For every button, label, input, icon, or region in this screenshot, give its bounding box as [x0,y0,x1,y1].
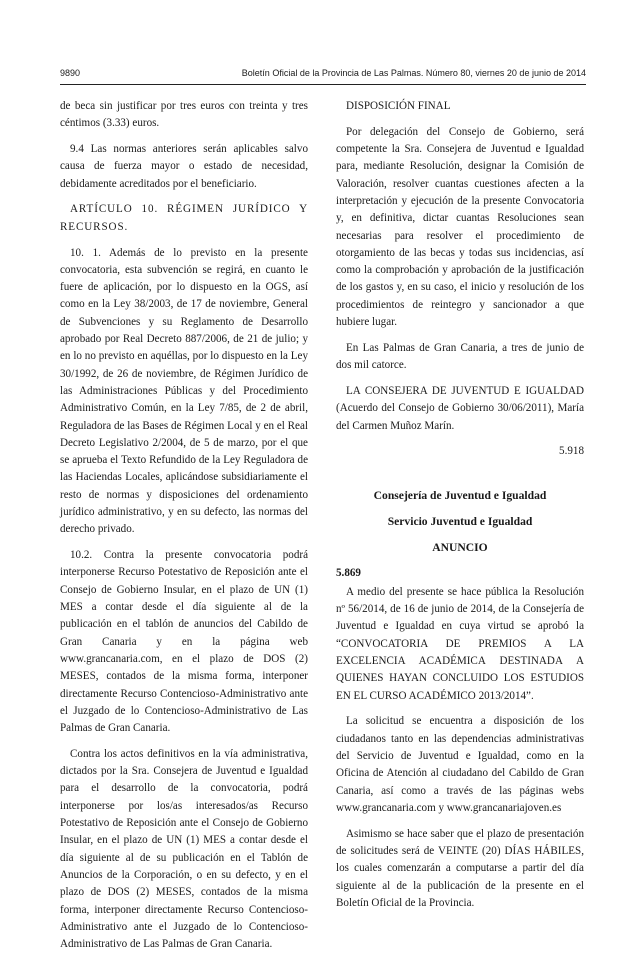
paragraph: 10. 1. Además de lo previsto en la presente convocatoria, esta subvención se regirá, en cuanto le fuere de aplicación, por lo dispuesto en la OGS, así como en la Ley 38/2003, de 17 de noviembre, General de Subvenciones y su Reglamento de Desarrollo aprobado por Real Decreto 887/2006, de 21 de julio; y en lo no previsto en aquéllas, por lo dispuesto en la Ley 30/1992, de 26 de noviembre, de Régimen Jurídico de las Administraciones Públicas y del Procedimiento Administrativo Común, en la Ley 7/85, de 2 de abril, Reguladora de las Bases de Régimen Local y en el Real Decreto Legislativo 2/2004, de 5 de marzo, por el que se aprueba el Texto Refundido de la Ley Reguladora de las Haciendas Locales, aplicándose subsidiariamente el resto de normas y disposiciones del ordenamiento jurídico administrativo, y en su defecto, las normas del derecho privado. [60,246,308,536]
service-title: Servicio Juventud e Igualdad [387,514,533,528]
right-column [336,98,584,921]
section-heading: DISPOSICIÓN FINAL [346,100,451,112]
paragraph: Asimismo se hace saber que el plazo de presentación de solicitudes será de VEINTE (20) DÍAS HÁBILES, los cuales comenzarán a computarse a partir del día siguiente al de la publicación de la presente en el Boletín Oficial de la Provincia. [336,827,584,909]
page-number: 9890 [60,68,81,78]
department-title: Consejería de Juventud e Igualdad [373,489,547,503]
paragraph: 10.2. Contra la presente convocatoria podrá interponerse Recurso Potestativo de Reposición ante el Consejo de Gobierno Insular, en el plazo de UN (1) MES a contar desde el día siguiente al de la publicación en el tablón de anuncios del Cabildo de Gran Canaria y en la página web www.grancanaria.com, en el plazo de DOS (2) MESES, contados de la misma forma, interponer directamente Recurso Contencioso-Administrativo ante el Juzgado de lo Contencioso-Administrativo de Las Palmas de Gran Canaria. [60,549,308,735]
paragraph: A medio del presente se hace pública la Resolución nº 56/2014, de 16 de junio de 2014, de la Consejería de Juventud e Igualdad en cuya virtud se aprobó la “CONVOCATORIA DE PREMIOS A LA EXCELENCIA ACADÉMICA DESTINADA A QUIENES HAYAN CONCLUIDO LOS ESTUDIOS EN EL CURSO ACADÉMICO 2013/2014”. [336,585,584,702]
running-title: Boletín Oficial de la Provincia de Las Palmas. Número 80, viernes 20 de junio de 2014 [241,68,586,78]
article-heading: ARTÍCULO 10. RÉGIMEN JURÍDICO Y RECURSOS. [60,203,308,233]
announcement-title: ANUNCIO [432,540,488,554]
paragraph: 9.4 Las normas anteriores serán aplicables salvo causa de fuerza mayor o estado de necesidad, debidamente acreditados por el beneficiario. [60,143,308,190]
page-header [60,60,586,84]
paragraph: de beca sin justificar por tres euros con treinta y tres céntimos (3.33) euros. [60,100,308,130]
paragraph: Contra los actos definitivos en la vía administrativa, dictados por la Sra. Consejera de Juventud e Igualdad para el desarrollo de la convocatoria, podrá interponerse por los/as interesados/as Recurso Potestativo de Reposición ante el Consejo de Gobierno Insular, en el plazo de UN (1) MES a contar desde el día siguiente al de su publicación en el Tablón de Anuncios de la Corporación, o en su defecto, y en el plazo de DOS (2) MESES, contados de la misma forma, interponer directamente Recurso Contencioso-Administrativo ante el Juzgado de lo Contencioso-Administrativo de Las Palmas de Gran Canaria. [60,747,308,951]
paragraph: La solicitud se encuentra a disposición de los ciudadanos tanto en las dependencias administrativas del Servicio de Juventud e Igualdad, como en la Oficina de Atención al ciudadano del Cabildo de Gran Canaria, así como a través de las páginas webs www.grancanaria.com y www.grancanariajoven.es [336,715,584,814]
announcement-number: 5.869 [336,566,361,579]
paragraph: Por delegación del Consejo de Gobierno, será competente la Sra. Consejera de Juventud e Igualdad para, mediante Resolución, designar la Comisión de Valoración, resolver cuantas cuestiones afecten a la interpretación y ejecución de la presente Convocatoria y, en definitiva, dictar cuantas Resoluciones sean necesarias para resolver el procedimiento de otorgamiento de las becas y todas sus incidencias, así como la comprobación y aprobación de la justificación de los gastos y, en su caso, el inicio y resolución de los procedimientos de reintegro y sancionador a que hubiere lugar. [336,125,584,329]
reference-number: 5.918 [559,445,584,458]
header-rule [60,84,586,85]
paragraph: En Las Palmas de Gran Canaria, a tres de junio de dos mil catorce. [336,341,584,372]
left-column [60,98,308,962]
signature-block: LA CONSEJERA DE JUVENTUD E IGUALDAD (Acuerdo del Consejo de Gobierno 30/06/2011), María del Carmen Muñoz Marín. [336,384,584,432]
